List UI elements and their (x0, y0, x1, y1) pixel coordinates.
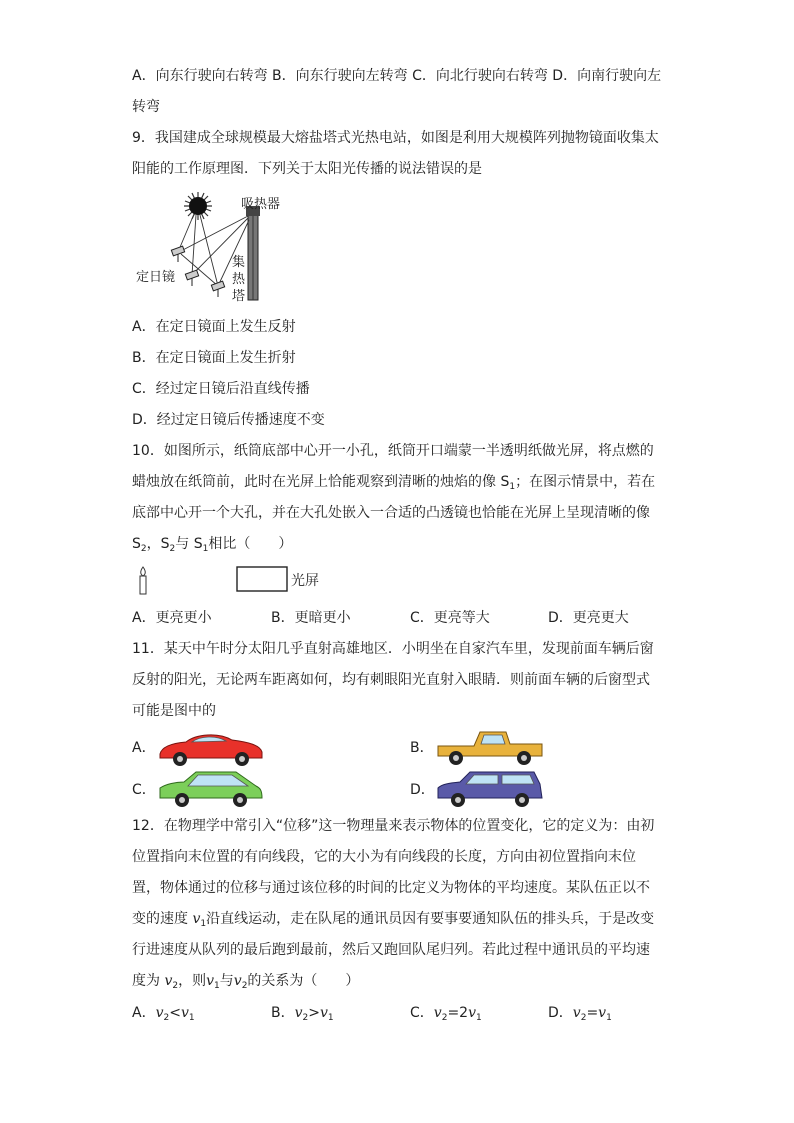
q11-car-d-icon (434, 768, 546, 810)
heliostat-label: 定日镜 (136, 270, 176, 285)
q11-option-a-label: A． (132, 740, 156, 756)
q10-stem-line-3: 底部中心开一个大孔，并在大孔处嵌入一合适的凸透镜也恰能在光屏上呈现清晰的像 (132, 505, 650, 521)
q12-stem-line-5: 行进速度从队列的最后跑到最前，然后又跑回队尾归列。若此过程中通讯员的平均速 (132, 942, 650, 958)
q12-stem-line-6: 度为 $v_2$，则$v_1$与$v_2$的关系为（ ） (132, 973, 360, 991)
q11-stem-line-1: 11．某天中午时分太阳几乎直射高雄地区．小明坐在自家汽车里，发现前面车辆后窗 (132, 641, 654, 657)
q10-stem-line-1: 10．如图所示，纸筒底部中心开一小孔，纸筒开口端蒙一半透明纸做光屏，将点燃的 (132, 443, 654, 459)
q11-option-c-label: C． (132, 782, 156, 798)
q9-stem-line-1: 9．我国建成全球规模最大熔盐塔式光热电站，如图是利用大规模阵列抛物镜面收集太 (132, 130, 659, 146)
q11-car-a-icon (156, 728, 266, 768)
q12-stem-line-3: 置，物体通过的位移与通过该位移的时间的比定义为物体的平均速度。某队伍正以不 (132, 880, 650, 896)
q9-solar-tower-figure (132, 190, 292, 308)
q9-option-a: A．在定日镜面上发生反射 (132, 319, 296, 335)
tower-label: 集热塔 (232, 255, 246, 304)
q12-stem-line-4: 变的速度 $v_1$沿直线运动，走在队尾的通讯员因有要事要通知队伍的排头兵，于是改变 (132, 911, 655, 929)
q12-option-b: B．$v_2>v_1$ (271, 1005, 334, 1023)
q8-options-wrap: 转弯 (132, 99, 160, 115)
absorber-label: 吸热器 (241, 197, 281, 212)
q10-option-a: A．更亮更小 (132, 610, 212, 626)
q8-options-line: A．向东行驶向右转弯 B．向东行驶向左转弯 C．向北行驶向右转弯 D．向南行驶向左 (132, 68, 662, 84)
q9-option-c: C．经过定日镜后沿直线传播 (132, 381, 310, 397)
q12-option-d: D．$v_2=v_1$ (548, 1005, 612, 1023)
q10-option-b: B．更暗更小 (271, 610, 351, 626)
q12-stem-line-1: 12．在物理学中常引入“位移”这一物理量来表示物体的位置变化，它的定义为：由初 (132, 818, 655, 834)
screen-label: 光屏 (291, 573, 319, 589)
q10-option-d: D．更亮更大 (548, 610, 629, 626)
q11-option-d-label: D． (410, 782, 435, 798)
q9-option-d: D．经过定日镜后传播速度不变 (132, 412, 325, 428)
q10-option-c: C．更亮等大 (410, 610, 490, 626)
heliostat-mirror-icon (171, 246, 224, 297)
q10-candle-figure (137, 565, 337, 597)
q10-stem-line-2: 蜡烛放在纸筒前，此时在光屏上恰能观察到清晰的烛焰的像 $S_1$；在图示情景中，若在 (132, 474, 656, 492)
paper-tube-icon (237, 567, 287, 591)
candle-icon (140, 567, 146, 594)
sun-icon (184, 192, 212, 220)
q9-stem-line-2: 阳能的工作原理图．下列关于太阳光传播的说法错误的是 (132, 161, 482, 177)
q12-option-c: C．$v_2=2v_1$ (410, 1005, 482, 1023)
collector-tower-icon (246, 206, 260, 300)
q12-option-a: A．$v_2<v_1$ (132, 1005, 195, 1023)
q9-option-b: B．在定日镜面上发生折射 (132, 350, 296, 366)
q10-stem-line-4: $S_2$，$S_2$与 $S_1$相比（ ） (132, 536, 293, 554)
q11-stem-line-2: 反射的阳光，无论两车距离如何，均有刺眼阳光直射入眼睛．则前面车辆的后窗型式 (132, 672, 650, 688)
q11-car-c-icon (156, 768, 266, 810)
q11-stem-line-3: 可能是图中的 (132, 703, 216, 719)
q11-option-b-label: B． (410, 740, 434, 756)
q12-stem-line-2: 位置指向末位置的有向线段，它的大小为有向线段的长度，方向由初位置指向末位 (132, 849, 636, 865)
q11-car-b-icon (434, 726, 546, 768)
